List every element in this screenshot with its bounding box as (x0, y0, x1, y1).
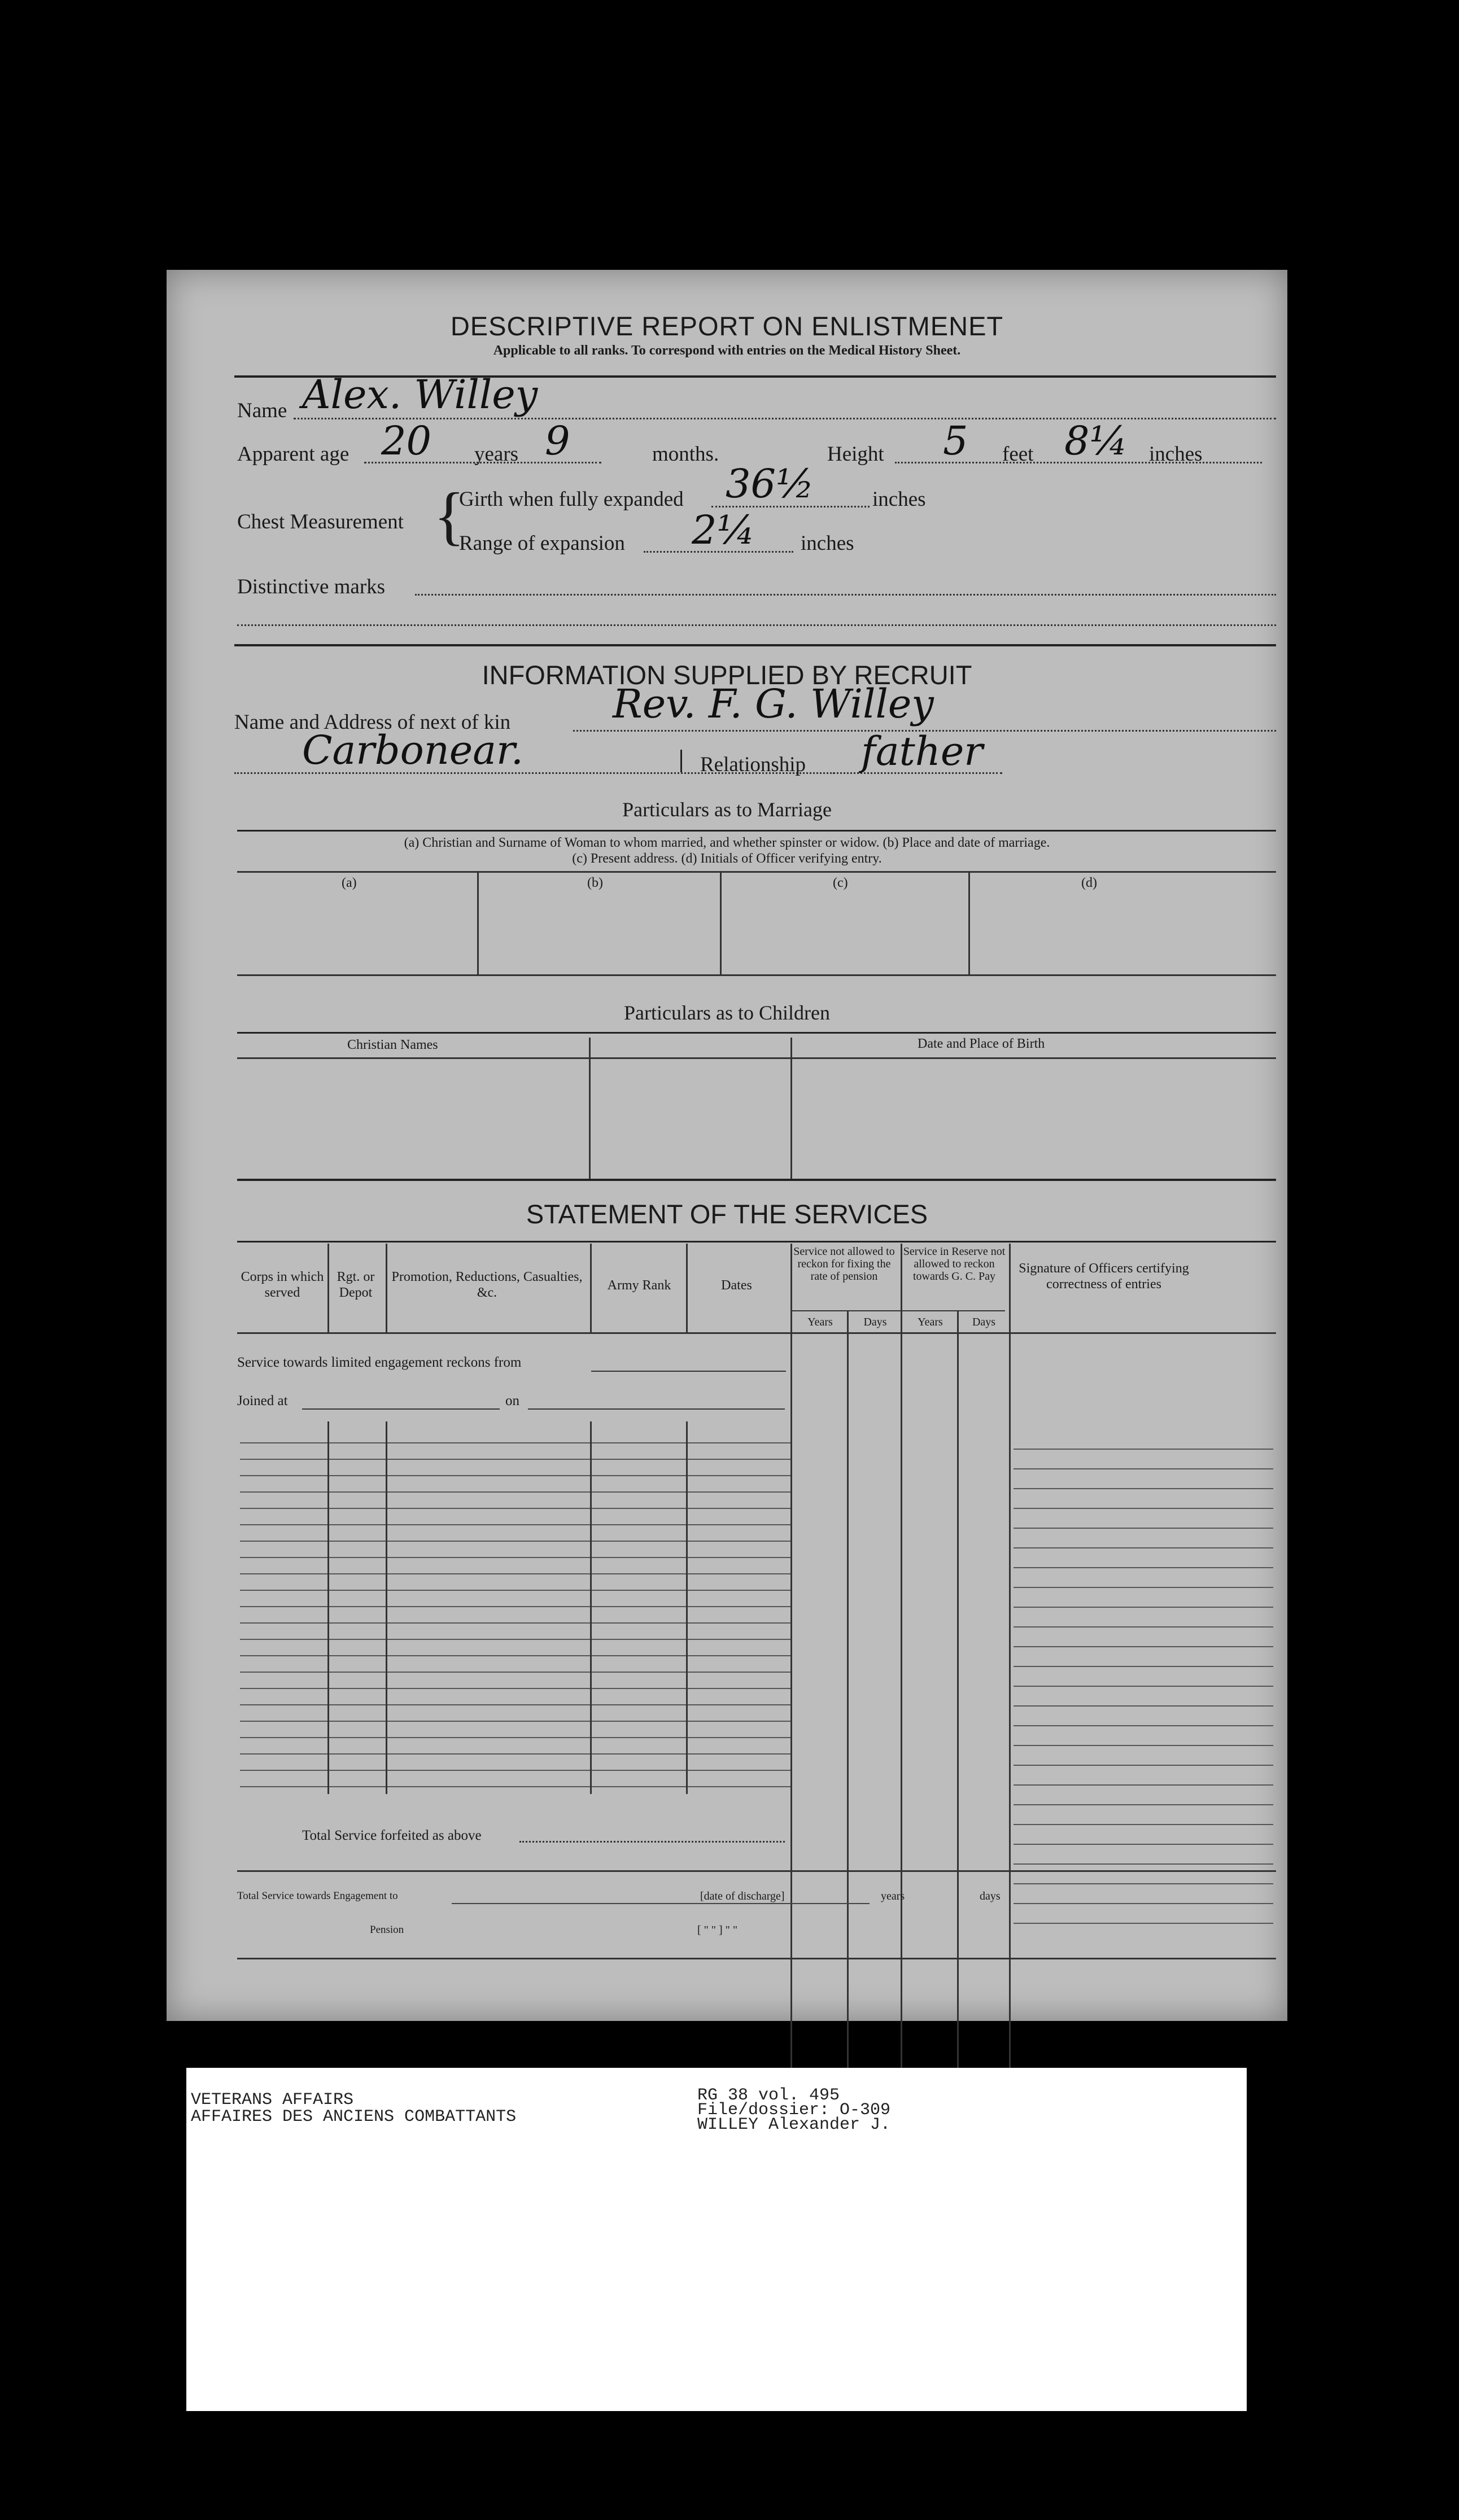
col-dates: Dates (721, 1278, 752, 1293)
col-divider (686, 1244, 688, 1334)
form-subtitle: Applicable to all ranks. To correspond with entries on the Medical History Sheet. (493, 343, 961, 358)
col-corps: Corps in which served (241, 1270, 324, 1300)
date-discharge-label: [date of discharge] (700, 1890, 785, 1902)
girth-inches-label: inches (872, 488, 926, 511)
enlistment-form-paper (167, 270, 1287, 2021)
relationship-label: Relationship (700, 753, 806, 776)
marriage-note-1: (a) Christian and Surname of Woman to whom married, and whether spinster or widow. (b) Place and date of marriage. (404, 835, 1050, 850)
form-title: DESCRIPTIVE REPORT ON ENLISTMENET (450, 311, 1004, 341)
archive-left-line-2: AFFAIRES DES ANCIENS COMBATTANTS (191, 2107, 517, 2127)
height-feet-value: 5 (943, 418, 968, 464)
col-rank: Army Rank (607, 1278, 671, 1293)
archive-right-line-1: RG 38 vol. 495 (697, 2086, 840, 2105)
height-inches-value: 8¼ (1064, 418, 1128, 464)
girth-label: Girth when fully expanded (459, 488, 684, 511)
col-divider (901, 1244, 902, 2141)
col-divider (477, 873, 479, 974)
on-label: on (505, 1393, 519, 1408)
divider (234, 644, 1276, 646)
col-divider (386, 1244, 387, 1334)
divider (237, 1241, 1276, 1243)
divider (237, 974, 1276, 976)
services-ruled-rows (240, 1427, 790, 1794)
marriage-col-c: (c) (833, 876, 848, 890)
marriage-col-d: (d) (1081, 876, 1097, 890)
age-years-value: 20 (381, 418, 432, 464)
col-divider (590, 1244, 592, 1334)
years-label: years (474, 443, 519, 466)
col-divider (847, 1311, 849, 2141)
marriage-heading: Particulars as to Marriage (622, 798, 832, 821)
divider (237, 830, 1276, 832)
distinctive-label: Distinctive marks (237, 575, 386, 598)
children-heading: Particulars as to Children (624, 1001, 830, 1024)
col-divider (968, 873, 970, 974)
col-pension: Service not allowed to reckon for fixing the rate of pension (793, 1245, 895, 1283)
col-divider (686, 1421, 688, 1794)
relationship-value: father (861, 728, 983, 775)
archive-left-line-1: VETERANS AFFAIRS (191, 2090, 354, 2110)
signature-ruled-rows (1014, 1430, 1273, 1927)
address-value: Carbonear. (302, 727, 523, 773)
engagement-line (452, 1903, 870, 1904)
girth-value: 36½ (726, 461, 814, 507)
years-col-2: Years (918, 1316, 943, 1328)
archive-right-line-2: File/dossier: O-309 (697, 2101, 891, 2120)
children-col-names: Christian Names (347, 1038, 438, 1052)
pension-ditto: [ " " ] " " (697, 1924, 737, 1936)
years-col-1: Years (807, 1316, 833, 1328)
col-divider (327, 1244, 329, 1334)
chest-label: Chest Measurement (237, 510, 404, 533)
children-col-birth: Date and Place of Birth (918, 1036, 1045, 1051)
forfeited-label: Total Service forfeited as above (302, 1828, 482, 1843)
days-col-2: Days (972, 1316, 996, 1328)
marriage-col-a: (a) (342, 876, 357, 890)
feet-label: feet (1002, 443, 1034, 466)
name-value: Alex. Willey (302, 371, 538, 418)
name-line (294, 418, 1276, 419)
col-divider (790, 1244, 792, 2141)
total-engagement-label: Total Service towards Engagement to (237, 1890, 398, 1902)
range-inches-label: inches (801, 532, 854, 555)
divider (237, 1057, 1276, 1059)
forfeited-line (519, 1841, 785, 1843)
brace: { (434, 480, 465, 552)
months-label: months. (652, 443, 719, 466)
recruit-heading: INFORMATION SUPPLIED BY RECRUIT (482, 660, 972, 690)
distinctive-line-2 (237, 624, 1276, 626)
archive-label (186, 2068, 1247, 2411)
joined-line (302, 1408, 500, 1410)
col-promotion: Promotion, Reductions, Casualties, &c. (391, 1270, 583, 1300)
col-divider (790, 1038, 792, 1179)
age-label: Apparent age (237, 443, 350, 466)
range-label: Range of expansion (459, 532, 625, 555)
col-rgt: Rgt. or Depot (337, 1270, 375, 1300)
col-divider (720, 873, 722, 974)
next-of-kin-value: Rev. F. G. Willey (613, 681, 934, 727)
divider (237, 1332, 1276, 1334)
divider (790, 1310, 1005, 1311)
joined-label: Joined at (237, 1393, 288, 1408)
marriage-note-2: (c) Present address. (d) Initials of Officer verifying entry. (572, 851, 882, 866)
separator (680, 750, 682, 772)
col-gcpay: Service in Reserve not allowed to reckon towards G. C. Pay (903, 1245, 1006, 1283)
range-value: 2¼ (692, 507, 755, 553)
col-signature: Signature of Officers certifying correctness of entries (1019, 1261, 1189, 1292)
next-of-kin-label: Name and Address of next of kin (234, 711, 511, 734)
limited-engagement-label: Service towards limited engagement reckons from (237, 1355, 522, 1370)
col-divider (957, 1311, 959, 2141)
limited-line (591, 1371, 786, 1372)
years-word: years (881, 1890, 905, 1902)
on-line (528, 1408, 785, 1410)
inches-label: inches (1149, 443, 1203, 466)
age-months-value: 9 (545, 418, 570, 464)
col-divider (590, 1421, 592, 1794)
name-label: Name (237, 399, 287, 422)
services-heading: STATEMENT OF THE SERVICES (526, 1199, 928, 1229)
days-col-1: Days (863, 1316, 887, 1328)
days-word: days (980, 1890, 1001, 1902)
height-label: Height (827, 443, 884, 466)
distinctive-line (415, 594, 1276, 596)
archive-right-line-3: WILLEY Alexander J. (697, 2115, 891, 2134)
divider (237, 1958, 1276, 1959)
marriage-col-b: (b) (587, 876, 603, 890)
divider (237, 1032, 1276, 1034)
col-divider (327, 1421, 329, 1794)
divider (237, 1870, 1276, 1872)
col-divider (386, 1421, 387, 1794)
col-divider (589, 1038, 591, 1179)
divider (237, 871, 1276, 873)
divider (237, 1179, 1276, 1181)
col-divider (1009, 1244, 1011, 2141)
pension-label: Pension (370, 1924, 404, 1936)
